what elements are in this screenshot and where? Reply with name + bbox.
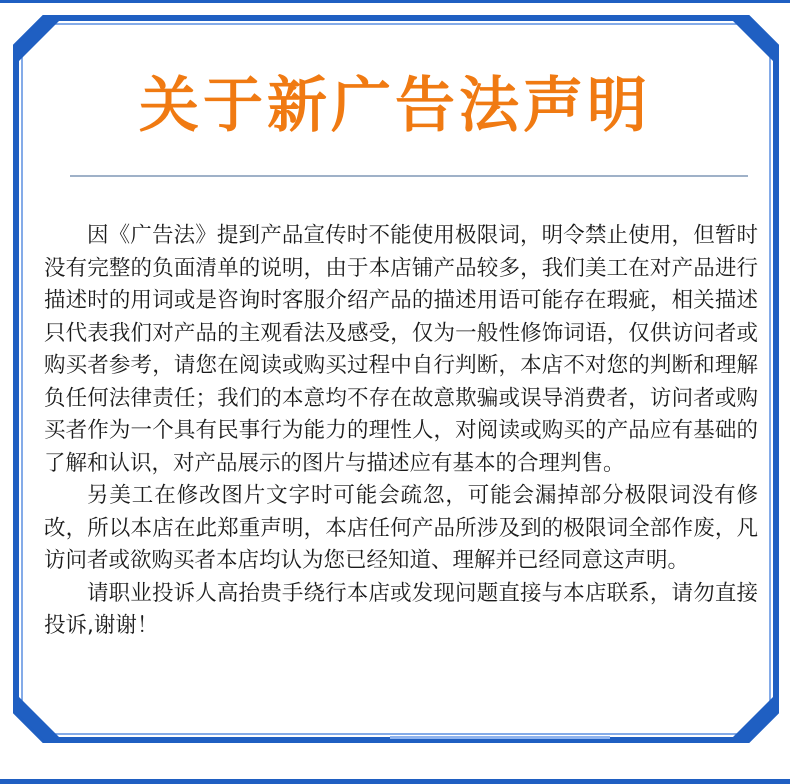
- paragraph-complaint-request: 请职业投诉人高抬贵手绕行本店或发现问题直接与本店联系，请勿直接投诉,谢谢！: [44, 580, 758, 638]
- corner-accent-tr: [730, 18, 776, 64]
- statement-body: [44, 220, 758, 643]
- corner-accent-br: [730, 694, 776, 740]
- corner-accent-tl: [16, 18, 62, 64]
- paragraph-revision-notice: 另美工在修改图片文字时可能会疏忽，可能会漏掉部分极限词没有修改，所以本店在此郑重声明，本店任何产品所涉及到的极限词全部作废，凡访问者或欲购买者本店均认为您已经知道、理解并已经同意这声明。: [44, 483, 758, 573]
- corner-accent-bl: [16, 694, 62, 740]
- page-title: 关于新广告法声明: [139, 71, 651, 141]
- bottom-accent: [390, 736, 610, 739]
- paragraph-disclaimer: 因《广告法》提到产品宣传时不能使用极限词，明令禁止使用，但暂时没有完整的负面清单的说明，由于本店铺产品较多，我们美工在对产品进行描述时的用词或是咨询时客服介绍产品的描述用语可能存在瑕疵，相关描述只代表我们对产品的主观看法及感受，仅为一般性修饰词语，仅供访问者或购买者参考，请您在阅读或购买过程中自行判断，本店不对您的判断和理解负任何法律责任；我们的本意均不存在故意欺骗或误导消费者，访问者或购买者作为一个具有民事行为能力的理性人，对阅读或购买的产品应有基础的了解和认识，对产品展示的图片与描述应有基本的合理判售。: [44, 223, 758, 476]
- bottom-rule: [0, 779, 790, 784]
- title-divider: [70, 175, 748, 177]
- top-rule: [0, 0, 790, 3]
